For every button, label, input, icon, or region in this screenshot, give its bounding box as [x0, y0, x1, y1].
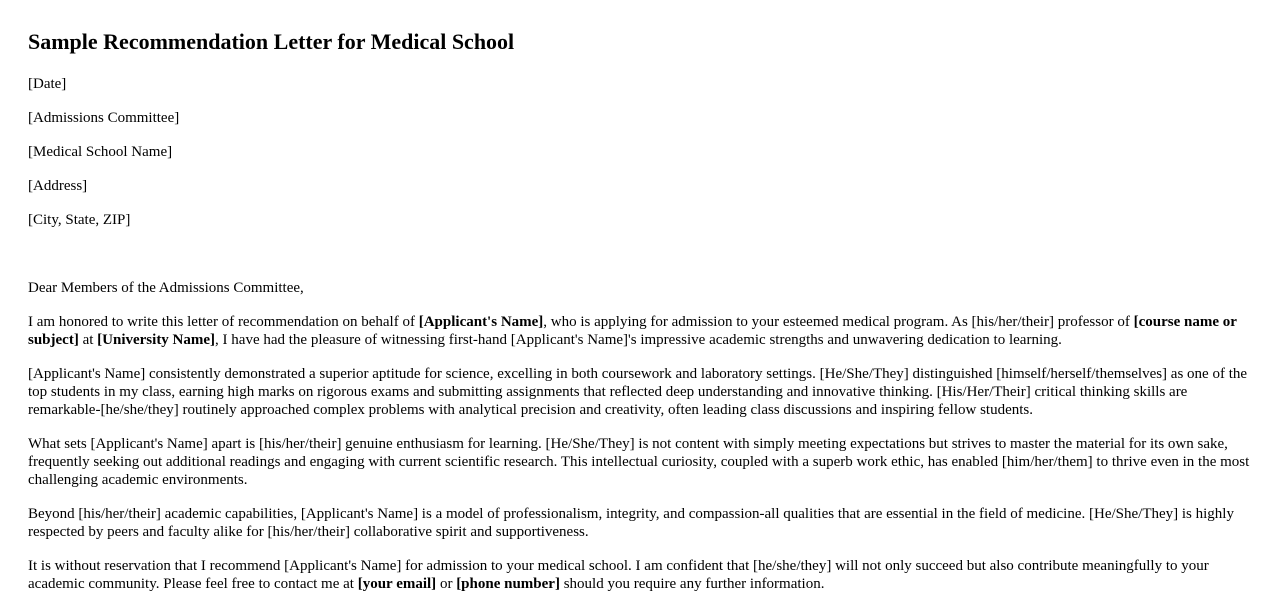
p5-text-a: It is without reservation that I recommend [Applicant's Name] for admission to your medical school. I am confident that [he/she/they] will not only succeed but also contribute meaningfully to your academic community. Please feel free to contact me at [28, 558, 1209, 592]
phone-placeholder: [phone number] [456, 576, 560, 592]
p1-text-b: , who is applying for admission to your esteemed medical program. As [his/her/their] professor of [543, 314, 1134, 330]
page-title: Sample Recommendation Letter for Medical School [28, 29, 515, 54]
paragraph-enthusiasm: What sets [Applicant's Name] apart is [his/her/their] genuine enthusiasm for learning. [He/She/They] is not content with simply meeting expectations but strives to master the material for its own sake, frequently seeking out additional readings and engaging with current scientific research. This intellectual curiosity, coupled with a superb work ethic, has enabled [him/her/them] to thrive even in the most challenging academic environments. [28, 436, 1250, 488]
date-line: [Date] [28, 76, 67, 92]
applicant-name-placeholder: [Applicant's Name] [418, 314, 544, 330]
p5-text-c: should you require any further information. [559, 576, 825, 592]
paragraph-intro [28, 313, 1250, 349]
committee-line: [Admissions Committee] [28, 110, 180, 126]
city-state-zip-line: [City, State, ZIP] [28, 212, 131, 228]
course-placeholder: [course name or subject] [28, 314, 1237, 348]
address-line: [Address] [28, 178, 88, 194]
paragraph-closing [28, 557, 1250, 593]
p1-text-a: I am honored to write this letter of recommendation on behalf of [28, 314, 419, 330]
university-placeholder: [University Name] [97, 332, 216, 348]
paragraph-aptitude: [Applicant's Name] consistently demonstrated a superior aptitude for science, excelling in both coursework and laboratory settings. [He/She/They] distinguished [himself/herself/themselves] as one of the top students in my class, earning high marks on rigorous exams and submitting assignments that reflected deep understanding and innovative thinking. [His/Her/Their] critical thinking skills are remarkable-[he/she/they] routinely approached complex problems with analytical precision and creativity, often leading class discussions and inspiring fellow students. [28, 366, 1248, 418]
email-placeholder: [your email] [357, 576, 437, 592]
p1-text-d: , I have had the pleasure of witnessing first-hand [Applicant's Name]'s impressive academic strengths and unwavering dedication to learning. [215, 332, 1062, 348]
school-name-line: [Medical School Name] [28, 144, 173, 160]
salutation: Dear Members of the Admissions Committee, [28, 280, 304, 296]
p1-text-c: at [78, 332, 98, 348]
p5-text-b: or [436, 576, 457, 592]
paragraph-character: Beyond [his/her/their] academic capabilities, [Applicant's Name] is a model of professionalism, integrity, and compassion-all qualities that are essential in the field of medicine. [He/She/They] is highly respected by peers and faculty alike for [his/her/their] collaborative spirit and supportiveness. [28, 506, 1234, 540]
